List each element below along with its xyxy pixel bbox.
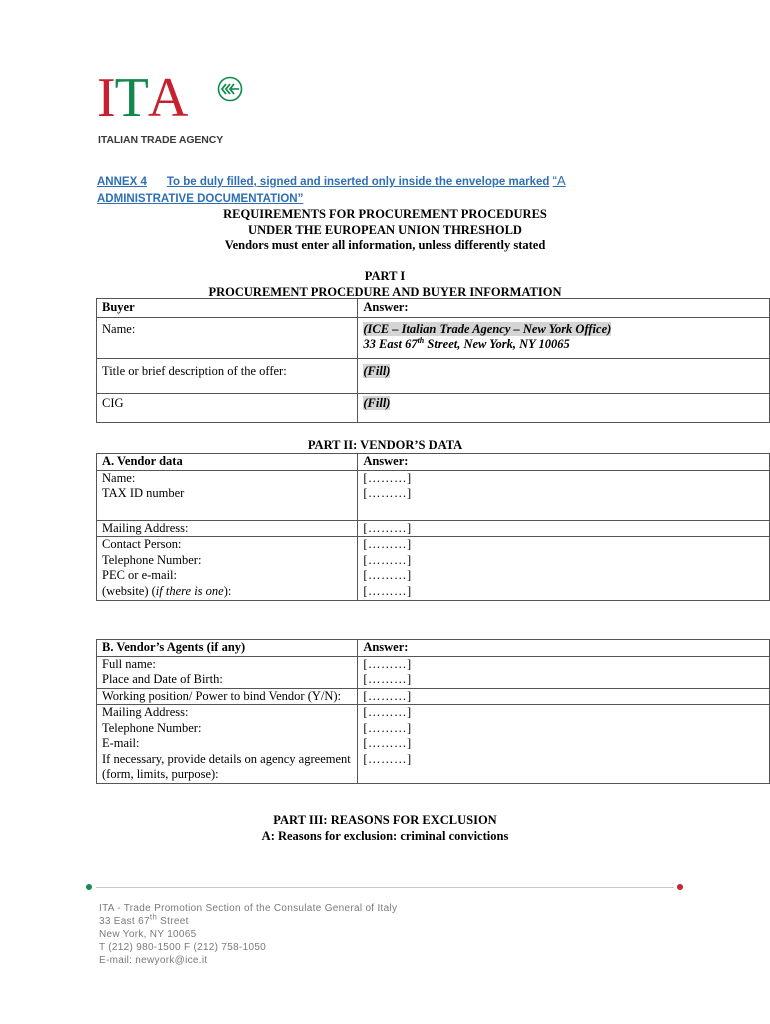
logo-letter-i: I [97,67,115,129]
agent-position-fill[interactable]: [………] [358,688,770,705]
agent-email-label: E-mail: [102,736,140,750]
vendor-agents-table [96,639,770,784]
cig-answer[interactable] [358,393,770,422]
offer-title-answer[interactable] [358,358,770,393]
vendor-tax-label: TAX ID number [102,486,185,500]
agent-identity-answers[interactable] [358,656,770,688]
annex-instruction: To be duly filled, signed and inserted only inside the envelope marked [166,176,550,188]
agents-header: B. Vendor’s Agents (if any) [97,640,358,657]
buyer-name-answer [358,317,770,358]
vendor-tax-fill[interactable]: [………] [363,486,412,500]
website-label: (website) (if there is one): [102,583,232,598]
vendor-data-header: A. Vendor data [97,454,358,471]
annex-number: ANNEX 4 [97,176,147,188]
table-row [97,393,770,422]
contact-person-label: Contact Person: [102,537,182,551]
agent-mailing-label: Mailing Address: [102,705,189,719]
table-row [97,299,770,318]
title-line-3: Vendors must enter all information, unless differently stated [224,238,546,252]
part2-heading: PART II: VENDOR’S DATA [307,438,463,452]
table-row [97,358,770,393]
telephone-fill[interactable]: [………] [363,552,412,567]
part1-title [0,269,770,300]
cig-fill: (Fill) [363,395,391,410]
footer-dot-green [86,884,92,890]
document-title [0,207,770,254]
vendor-identity-answers[interactable] [358,470,770,520]
footer-phones: T (212) 980-1500 F (212) 758-1050 [99,942,267,953]
offer-title-label: Title or brief description of the offer: [97,358,358,393]
table-row [97,688,770,705]
vendor-name-label: Name: [102,470,136,485]
footer-email: E-mail: newyork@ice.it [99,955,208,966]
buyer-address: 33 East 67th Street, New York, NY 10065 [363,335,570,351]
agent-agreement-fill[interactable]: [………] [363,751,412,766]
answer-header: Answer: [358,640,770,657]
pec-email-label: PEC or e-mail: [102,568,177,582]
footer-organization: ITA - Trade Promotion Section of the Consulate General of Italy [99,903,398,914]
agent-agreement-label: If necessary, provide details on agency agreement (form, limits, purpose): [102,751,351,781]
agent-birth-fill[interactable]: [………] [363,672,412,686]
table-row [97,520,770,537]
part3-heading: PART III: REASONS FOR EXCLUSION [273,813,497,827]
part1-heading: PART I [364,269,406,283]
logo-letter-a: A [147,67,188,129]
table-row [97,705,770,784]
buyer-name-label: Name: [97,317,358,358]
agent-contact-labels [97,705,358,784]
logo-letter-t: T [114,67,148,129]
answer-header: Answer: [358,454,770,471]
vendor-data-table [96,453,770,601]
footer-address [99,902,419,967]
footer-divider [96,887,674,888]
footer-street: 33 East 67th Street [99,912,189,927]
agent-fullname-fill[interactable]: [………] [363,656,412,671]
pec-email-fill[interactable]: [………] [363,568,412,582]
telephone-label: Telephone Number: [102,552,202,567]
contact-person-fill[interactable]: [………] [363,537,412,551]
table-row [97,656,770,688]
website-fill[interactable]: [………] [363,583,412,598]
agent-phone-label: Telephone Number: [102,720,202,735]
cig-label: CIG [97,393,358,422]
footer-dot-red [677,884,683,890]
offer-title-fill: (Fill) [363,363,391,378]
vendor-identity-labels [97,470,358,520]
annex-quote-open: “A [552,173,566,188]
agent-birth-label: Place and Date of Birth: [102,672,223,686]
part3-title [0,813,770,844]
title-line-2: UNDER THE EUROPEAN UNION THRESHOLD [248,222,522,237]
annex-envelope-label: ADMINISTRATIVE DOCUMENTATION” [97,193,304,205]
table-row [97,470,770,520]
buyer-header: Buyer [97,299,358,318]
buyer-name-value: (ICE – Italian Trade Agency – New York Office) [363,321,612,336]
agent-phone-fill[interactable]: [………] [363,720,412,735]
vendor-contact-answers[interactable] [358,537,770,601]
ita-logo [97,67,247,150]
agent-position-label: Working position/ Power to bind Vendor (Y/N): [97,688,358,705]
agent-email-fill[interactable]: [………] [363,736,412,750]
answer-header: Answer: [358,299,770,318]
agent-identity-labels [97,656,358,688]
footer-city: New York, NY 10065 [99,929,197,940]
logo-caption: ITALIAN TRADE AGENCY [98,134,224,146]
buyer-table [96,298,770,423]
vendor-contact-labels [97,537,358,601]
table-row [97,454,770,471]
agent-mailing-fill[interactable]: [………] [363,705,412,719]
table-row [97,640,770,657]
agent-contact-answers[interactable] [358,705,770,784]
table-row [97,317,770,358]
title-line-1: REQUIREMENTS FOR PROCUREMENT PROCEDURES [223,207,547,221]
vendor-mailing-label: Mailing Address: [97,520,358,537]
vendor-name-fill[interactable]: [………] [363,470,412,485]
arrows-circle-icon [217,76,243,102]
part1-subheading: PROCUREMENT PROCEDURE AND BUYER INFORMATION [208,284,562,299]
logo-wordmark [97,67,188,129]
part3-subheading: A: Reasons for exclusion: criminal convictions [261,828,509,843]
table-row [97,537,770,601]
annex-header [97,172,657,208]
vendor-mailing-fill[interactable]: [………] [358,520,770,537]
agent-fullname-label: Full name: [102,656,156,671]
